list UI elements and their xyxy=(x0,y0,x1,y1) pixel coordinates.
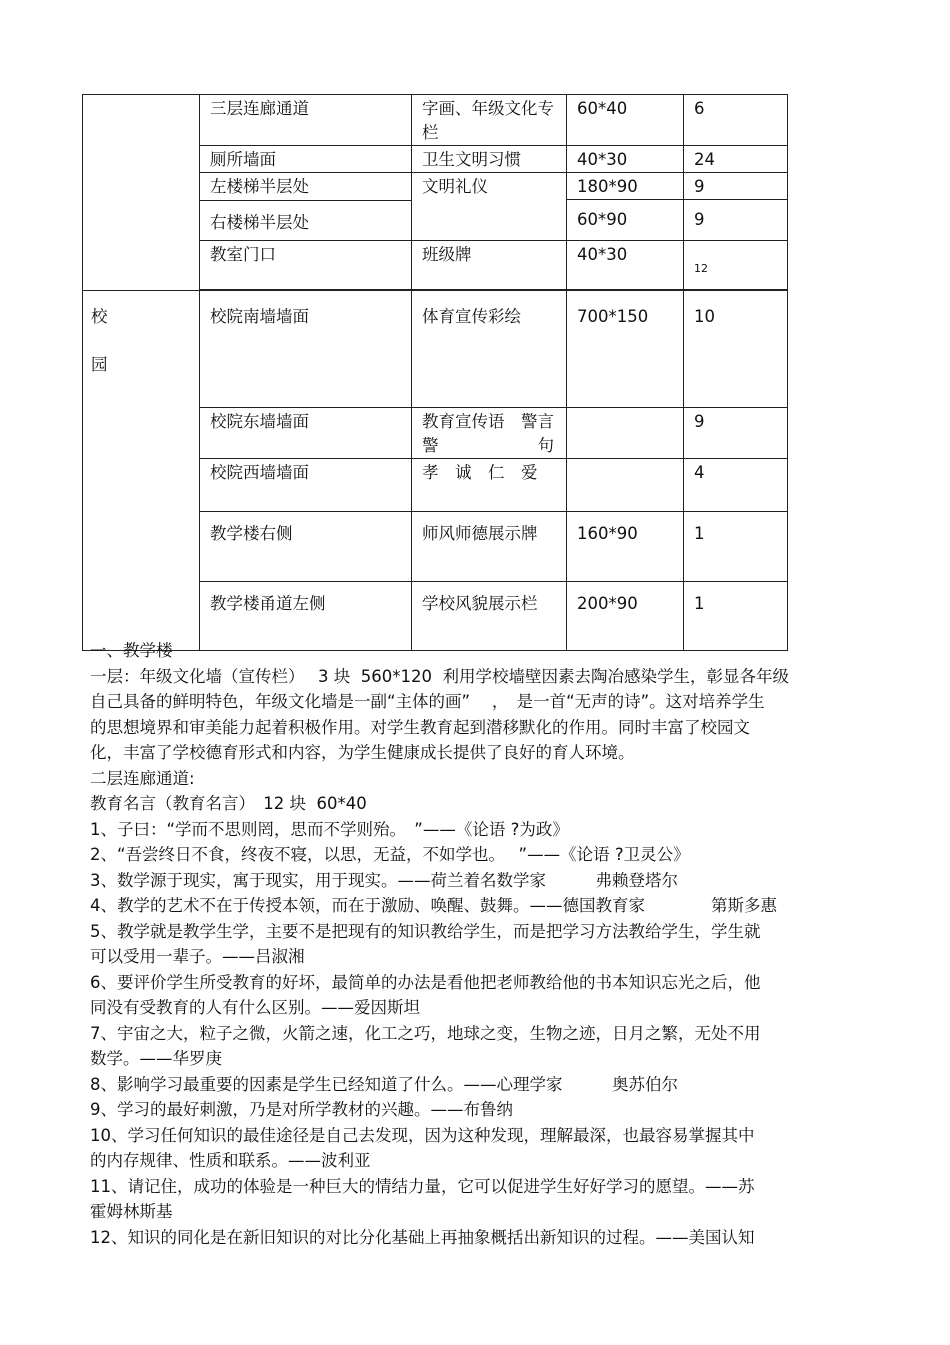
quote-line: 8、影响学习最重要的因素是学生已经知道了什么。——心理学家 奥苏伯尔 xyxy=(90,1074,678,1094)
count-cell: 24 xyxy=(684,146,788,173)
campus-label: 园 xyxy=(91,355,108,374)
size-cell: 40*30 xyxy=(567,146,684,173)
table-row xyxy=(83,291,788,408)
count-cell: 1 xyxy=(684,582,788,651)
subsection-heading: 二层连廊通道: xyxy=(90,768,195,788)
size-cell: 40*30 xyxy=(567,241,684,290)
size-cell: 200*90 xyxy=(567,582,684,651)
table-row xyxy=(83,95,788,146)
count-cell: 9 xyxy=(684,408,788,459)
quote-line: 2、“吾尝终日不食，终夜不寝，以思，无益，不如学也。 ”——《论语 ?卫灵公》 xyxy=(90,845,690,864)
count-cell: 9 xyxy=(684,173,788,200)
quote-line: 11、请记住，成功的体验是一种巨大的情结力量，它可以促进学生好好学习的愿望。——苏 xyxy=(90,1176,755,1196)
section-heading: 一、教学楼 xyxy=(90,641,173,660)
count-cell: 10 xyxy=(684,291,788,408)
size-cell: 180*90 xyxy=(567,173,684,200)
size-cell xyxy=(567,459,684,512)
content-cell: 字画、年级文化专栏 xyxy=(412,95,567,146)
size-cell: 60*40 xyxy=(567,95,684,146)
quote-line: 3、数学源于现实，寓于现实，用于现实。——荷兰着名数学家 弗赖登塔尔 xyxy=(90,870,678,890)
count-text: 12 xyxy=(694,262,708,275)
size-cell: 700*150 xyxy=(567,291,684,408)
quote-line: 4、教学的艺术不在于传授本领，而在于激励、唤醒、鼓舞。——德国教育家 第斯多惠 xyxy=(90,896,777,915)
quote-line: 10、学习任何知识的最佳途径是自己去发现，因为这种发现，理解最深，也最容易掌握其中 xyxy=(90,1125,755,1145)
quote-line: 9、学习的最好刺激，乃是对所学教材的兴趣。——布鲁纳 xyxy=(90,1100,513,1119)
facility-table-wrapper xyxy=(82,94,788,651)
document-body xyxy=(90,638,860,1250)
quote-line: 数学。——华罗庚 xyxy=(90,1049,222,1068)
count-cell: 4 xyxy=(684,459,788,512)
location-cell: 厕所墙面 xyxy=(200,146,412,173)
size-cell: 160*90 xyxy=(567,512,684,582)
quote-line: 5、教学就是教学生学，主要不是把现有的知识教给学生，而是把学习方法教给学生，学生就 xyxy=(90,921,761,941)
size-cell xyxy=(567,408,684,459)
quote-line: 可以受用一辈子。——吕淑湘 xyxy=(90,947,305,966)
category-cell xyxy=(83,95,200,291)
location-cell: 校院东墙墙面 xyxy=(200,408,412,459)
location-cell: 校院西墙墙面 xyxy=(200,459,412,512)
content-cell: 文明礼仪 xyxy=(412,173,567,241)
size-cell: 60*90 xyxy=(567,200,684,241)
quote-line: 霍姆林斯基 xyxy=(90,1202,173,1221)
paragraph-line: 自己具备的鲜明特色，年级文化墙是一副“主体的画” ， 是一首“无声的诗”。这对培养学生 xyxy=(90,692,765,711)
location-text: 左楼梯半层处 xyxy=(210,177,309,196)
paragraph-line: 化，丰富了学校德育形式和内容，为学生健康成长提供了良好的育人环境。 xyxy=(90,743,635,762)
location-cell: 教学楼右侧 xyxy=(200,512,412,582)
location-cell: 教学楼甬道左侧 xyxy=(200,582,412,651)
paragraph-line: 的思想境界和审美能力起着积极作用。对学生教育起到潜移默化的作用。同时丰富了校园文 xyxy=(90,717,750,737)
count-cell xyxy=(684,241,788,290)
quote-line: 12、知识的同化是在新旧知识的对比分化基础上再抽象概括出新知识的过程。——美国认知 xyxy=(90,1227,755,1247)
location-cell xyxy=(200,173,412,241)
facility-table xyxy=(82,94,788,651)
quote-line: 1、子曰：“学而不思则罔，思而不学则殆。 ”——《论语 ?为政》 xyxy=(90,819,569,839)
count-cell: 1 xyxy=(684,512,788,582)
quote-line: 同没有受教育的人有什么区别。——爱因斯坦 xyxy=(90,998,420,1017)
count-cell: 6 xyxy=(684,95,788,146)
content-cell: 学校风貌展示栏 xyxy=(412,582,567,651)
location-cell: 教室门口 xyxy=(200,241,412,290)
quote-line: 的内存规律、性质和联系。——波利亚 xyxy=(90,1151,371,1170)
paragraph-line: 一层：年级文化墙（宣传栏） 3 块 560*120 利用学校墙壁因素去陶冶感染学生，彰显各年级 xyxy=(90,666,789,686)
content-cell: 体育宣传彩绘 xyxy=(412,291,567,408)
quote-line: 6、要评价学生所受教育的好坏，最简单的办法是看他把老师教给他的书本知识忘光之后，他 xyxy=(90,972,761,992)
campus-category-cell xyxy=(83,291,200,651)
location-cell: 校院南墙墙面 xyxy=(200,291,412,408)
content-cell: 孝 诚 仁 爱 xyxy=(412,459,567,512)
content-cell: 班级牌 xyxy=(412,241,567,290)
content-cell: 教育宣传语 警言警句 xyxy=(412,408,567,459)
location-cell: 三层连廊通道 xyxy=(200,95,412,146)
content-cell: 师风师德展示牌 xyxy=(412,512,567,582)
campus-label: 校 xyxy=(91,307,108,326)
quote-line: 7、宇宙之大，粒子之微，火箭之速，化工之巧，地球之变，生物之迹，日月之繁，无处不用 xyxy=(90,1023,761,1043)
count-cell: 9 xyxy=(684,200,788,241)
location-text: 右楼梯半层处 xyxy=(210,213,309,232)
subsection-title: 教育名言（教育名言） 12 块 60*40 xyxy=(90,794,367,813)
content-cell: 卫生文明习惯 xyxy=(412,146,567,173)
